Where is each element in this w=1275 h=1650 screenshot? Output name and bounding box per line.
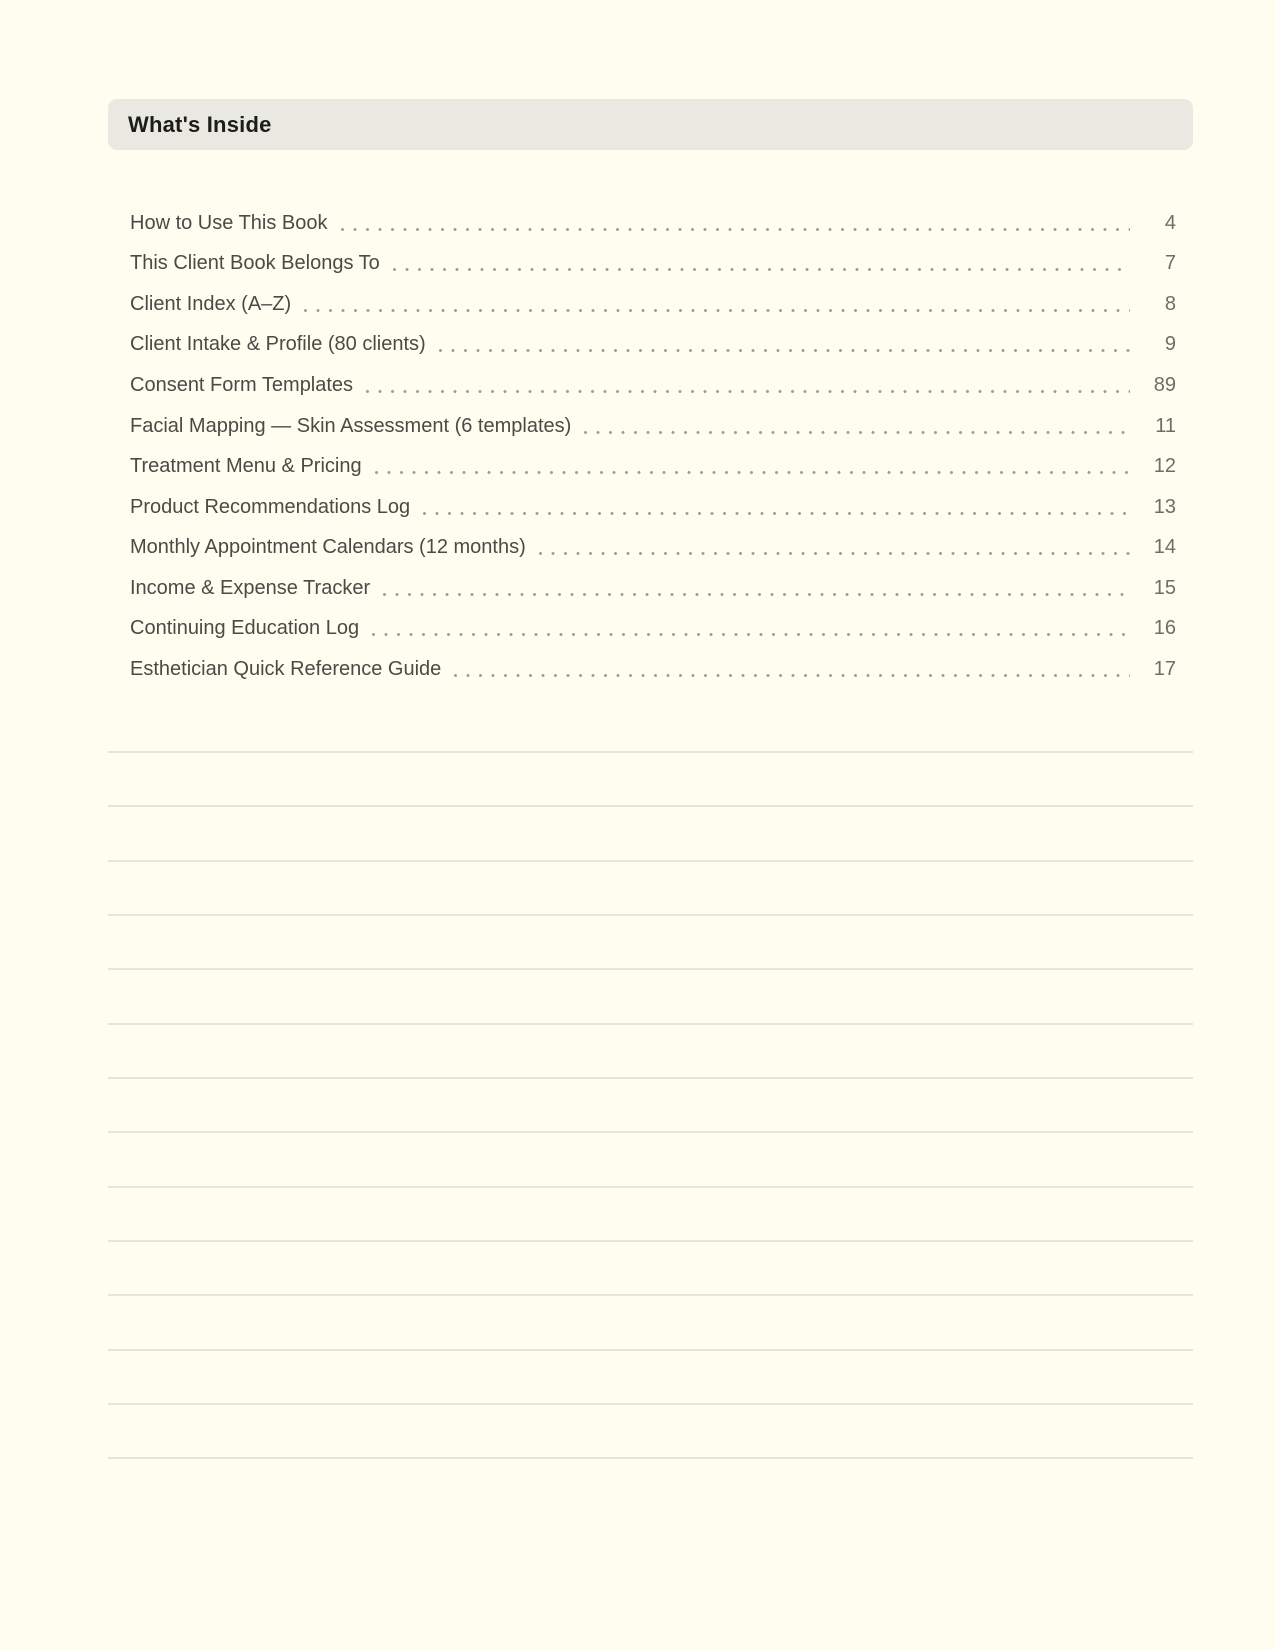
toc-page-number: 16 bbox=[1153, 617, 1176, 640]
toc-entry bbox=[108, 649, 1193, 690]
toc-dot-leader bbox=[341, 228, 1131, 231]
page-content bbox=[108, 99, 1193, 1459]
toc-page-number: 89 bbox=[1153, 373, 1176, 396]
toc-dot-leader bbox=[375, 471, 1130, 474]
toc-entry-label: Esthetician Quick Reference Guide bbox=[130, 657, 442, 680]
toc-entry bbox=[108, 446, 1193, 487]
toc-dot-leader bbox=[584, 431, 1130, 434]
toc-entry-label: This Client Book Belongs To bbox=[130, 252, 380, 275]
toc-entry-label: Income & Expense Tracker bbox=[130, 576, 371, 599]
note-ruled-line bbox=[108, 1296, 1193, 1350]
toc-entry-label: Client Index (A–Z) bbox=[130, 292, 292, 315]
toc-entry bbox=[108, 527, 1193, 568]
toc-entry bbox=[108, 365, 1193, 406]
toc-entry-label: Facial Mapping — Skin Assessment (6 templates) bbox=[130, 414, 572, 437]
toc-page-number: 4 bbox=[1164, 211, 1176, 234]
note-ruled-line bbox=[108, 1351, 1193, 1405]
toc-entry bbox=[108, 608, 1193, 649]
toc-entry-label: Continuing Education Log bbox=[130, 617, 360, 640]
note-ruled-line bbox=[108, 916, 1193, 970]
toc-dot-leader bbox=[366, 390, 1130, 393]
toc-entry-label: Product Recommendations Log bbox=[130, 495, 411, 518]
toc-entry-label: Client Intake & Profile (80 clients) bbox=[130, 333, 426, 356]
notes-lines bbox=[108, 699, 1193, 1460]
note-ruled-line bbox=[108, 862, 1193, 916]
toc-page-number: 13 bbox=[1153, 495, 1176, 518]
toc-entry bbox=[108, 244, 1193, 285]
toc-dot-leader bbox=[304, 309, 1130, 312]
toc-dot-leader bbox=[372, 633, 1130, 636]
toc-entry bbox=[108, 325, 1193, 366]
toc-dot-leader bbox=[383, 593, 1130, 596]
toc-page-number: 8 bbox=[1164, 292, 1176, 315]
note-ruled-line bbox=[108, 1188, 1193, 1242]
note-ruled-line bbox=[108, 1025, 1193, 1079]
toc-dot-leader bbox=[439, 349, 1130, 352]
toc-dot-leader bbox=[539, 552, 1130, 555]
toc-entry-label: Monthly Appointment Calendars (12 months) bbox=[130, 536, 526, 559]
toc-page-number: 11 bbox=[1155, 414, 1176, 437]
toc-page-number: 12 bbox=[1153, 455, 1176, 478]
note-ruled-line bbox=[108, 1242, 1193, 1296]
note-ruled-line bbox=[108, 807, 1193, 861]
toc-dot-leader bbox=[423, 512, 1130, 515]
section-header-bar bbox=[108, 99, 1193, 150]
toc-page-number: 17 bbox=[1153, 657, 1176, 680]
table-of-contents bbox=[108, 203, 1193, 690]
toc-page-number: 7 bbox=[1164, 252, 1176, 275]
note-ruled-line bbox=[108, 1405, 1193, 1459]
toc-page-number: 15 bbox=[1153, 576, 1176, 599]
toc-entry-label: Consent Form Templates bbox=[130, 373, 354, 396]
toc-entry bbox=[108, 203, 1193, 244]
toc-entry-label: How to Use This Book bbox=[130, 211, 328, 234]
note-ruled-line bbox=[108, 699, 1193, 753]
toc-page-number: 14 bbox=[1153, 536, 1176, 559]
toc-entry bbox=[108, 406, 1193, 447]
toc-page-number: 9 bbox=[1164, 333, 1176, 356]
toc-entry bbox=[108, 568, 1193, 609]
toc-entry-label: Treatment Menu & Pricing bbox=[130, 455, 362, 478]
note-ruled-line bbox=[108, 1133, 1193, 1187]
toc-dot-leader bbox=[393, 268, 1130, 271]
toc-entry bbox=[108, 487, 1193, 528]
note-ruled-line bbox=[108, 1079, 1193, 1133]
toc-entry bbox=[108, 284, 1193, 325]
page-title: What's Inside bbox=[128, 111, 272, 137]
note-ruled-line bbox=[108, 970, 1193, 1024]
note-ruled-line bbox=[108, 753, 1193, 807]
toc-dot-leader bbox=[454, 674, 1130, 677]
